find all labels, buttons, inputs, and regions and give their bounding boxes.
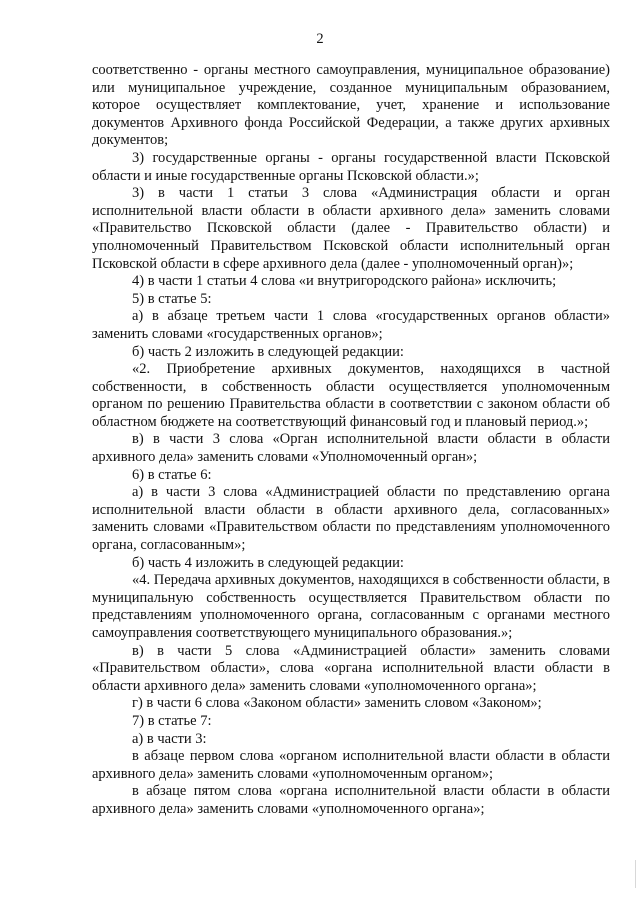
- paragraph-item-4: 4) в части 1 статьи 4 слова «и внутригородского района» исключить;: [132, 273, 557, 290]
- paragraph-item-7a-abzac-5: в абзаце пятом слова «органа исполнительной власти области в области архивного дела» заменить словами «уполномоченного органа»;: [92, 783, 610, 817]
- paragraph-item-7: 7) в статье 7:: [132, 712, 212, 729]
- scan-edge-mark: [635, 860, 636, 888]
- paragraph-quote-part-4: «4. Передача архивных документов, находящихся в собственности области, в муниципальную собственность осуществляется Правительством области по представлениям уполномоченного органа, согласованным с органами местного самоуправления соответствующего муниципального образования.»;: [92, 572, 610, 641]
- paragraph-quote-part-2: «2. Приобретение архивных документов, находящихся в частной собственности, в собственность области осуществляется уполномоченным органом по решению Правительства области в соответствии с законом области об областном бюджете на соответствующий финансовый год и плановый период.»;: [92, 361, 610, 430]
- paragraph-item-7a: а) в части 3:: [132, 730, 207, 747]
- paragraph-item-3-definition: 3) государственные органы - органы государственной власти Псковской области и иные государственные органы Псковской области.»;: [92, 149, 610, 184]
- paragraph-item-6: 6) в статье 6:: [132, 466, 212, 483]
- page-number: 2: [316, 31, 324, 47]
- paragraph-item-3-article-3: 3) в части 1 статьи 3 слова «Администрация области и орган исполнительной власти области в области архивного дела» заменить словами «Правительство Псковской области (далее - Правительство области) и уполномоченный Правительством Псковской области исполнительный орган Псковской области в сфере архивного дела (далее - уполномоченный орган)»;: [92, 185, 610, 272]
- paragraph-item-5v: в) в части 3 слова «Орган исполнительной власти области в области архивного дела» заменить словами «Уполномоченный орган»;: [92, 431, 610, 466]
- paragraph-continuation: соответственно - органы местного самоуправления, муниципальное образование) или муниципальное учреждение, созданное муниципальным образованием, которое осуществляет комплектование, учет, хранение и использование документов Архивного фонда Российской Федерации, а также других архивных документов;: [92, 62, 610, 149]
- paragraph-item-6v: в) в части 5 слова «Администрацией области» заменить словами «Правительством области», слова «органа исполнительной власти области в области архивного дела» заменить словами «уполномоченного органа»;: [92, 642, 610, 694]
- paragraph-item-5b: б) часть 2 изложить в следующей редакции:: [132, 343, 404, 360]
- paragraph-item-5a: а) в абзаце третьем части 1 слова «государственных органов области» заменить словами «государственных органов»;: [92, 308, 610, 342]
- paragraph-item-7a-abzac-1: в абзаце первом слова «органом исполнительной власти области в области архивного дела» заменить словами «уполномоченным органом»;: [92, 748, 610, 782]
- paragraph-item-6a: а) в части 3 слова «Администрацией области по представлению органа исполнительной власти области в области архивного дела, согласованных» заменить словами «Правительством области по представлениям уполномоченного органа, согласованным»;: [92, 484, 610, 554]
- document-body: [92, 62, 610, 819]
- paragraph-item-6b: б) часть 4 изложить в следующей редакции:: [132, 554, 404, 571]
- paragraph-item-6g: г) в части 6 слова «Законом области» заменить словом «Законом»;: [132, 695, 542, 712]
- paragraph-item-5: 5) в статье 5:: [132, 290, 212, 307]
